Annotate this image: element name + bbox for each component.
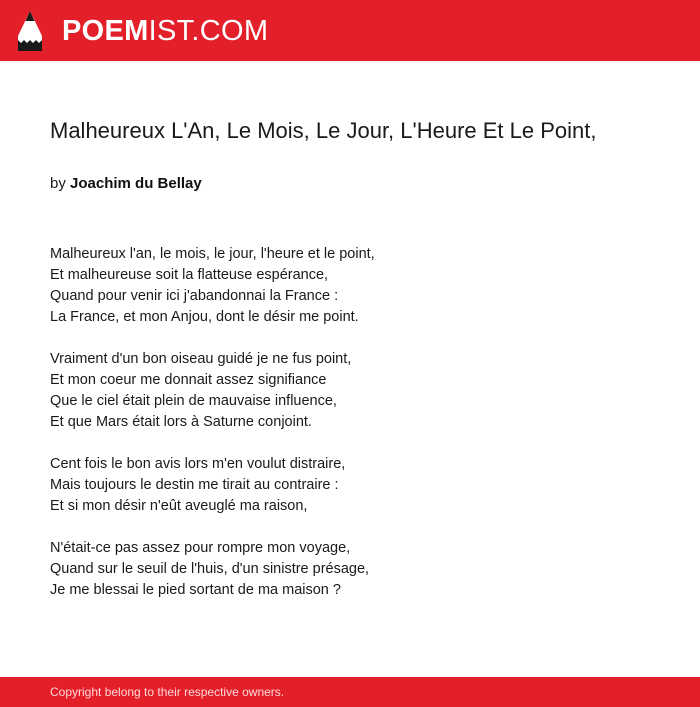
site-footer bbox=[0, 677, 700, 707]
poem-line: Je me blessai le pied sortant de ma maison ? bbox=[50, 582, 341, 598]
poem-line: Quand pour venir ici j'abandonnai la France : bbox=[50, 288, 339, 304]
site-logo-link[interactable] bbox=[17, 9, 268, 53]
poem-line: Que le ciel était plein de mauvaise influence, bbox=[50, 393, 337, 409]
poem-line: Malheureux l'an, le mois, le jour, l'heure et le point, bbox=[50, 246, 375, 262]
author-link[interactable]: Joachim du Bellay bbox=[70, 175, 202, 192]
poem-title: Malheureux L'An, Le Mois, Le Jour, L'Heure Et Le Point, bbox=[50, 118, 597, 143]
poem-stanza bbox=[50, 454, 650, 517]
brand-light: IST.COM bbox=[148, 14, 269, 47]
site-brand bbox=[62, 14, 269, 47]
site-header bbox=[0, 0, 700, 61]
poem-line: Et que Mars était lors à Saturne conjoint. bbox=[50, 414, 312, 430]
poem-line: Cent fois le bon avis lors m'en voulut distraire, bbox=[50, 456, 346, 472]
poem-stanza bbox=[50, 538, 650, 601]
poem-body bbox=[50, 244, 650, 622]
poem-line: Et mon coeur me donnait assez signifiance bbox=[50, 372, 327, 388]
poem-line: Mais toujours le destin me tirait au contraire : bbox=[50, 477, 339, 493]
brand-bold: POEM bbox=[62, 14, 149, 47]
copyright-text: Copyright belong to their respective owners. bbox=[50, 685, 285, 699]
poem-line: N'était-ce pas assez pour rompre mon voyage, bbox=[50, 540, 351, 556]
byline bbox=[50, 174, 202, 194]
poem-line: Vraiment d'un bon oiseau guidé je ne fus point, bbox=[50, 351, 352, 367]
poem-line: Quand sur le seuil de l'huis, d'un sinistre présage, bbox=[50, 561, 370, 577]
poem-stanza bbox=[50, 244, 650, 328]
poem-line: La France, et mon Anjou, dont le désir me point. bbox=[50, 309, 359, 325]
poem-stanza bbox=[50, 349, 650, 433]
poem-line: Et malheureuse soit la flatteuse espérance, bbox=[50, 267, 329, 283]
pencil-tip-icon bbox=[17, 10, 43, 52]
poem-line: Et si mon désir n'eût aveuglé ma raison, bbox=[50, 498, 308, 514]
by-label: by bbox=[50, 175, 66, 192]
